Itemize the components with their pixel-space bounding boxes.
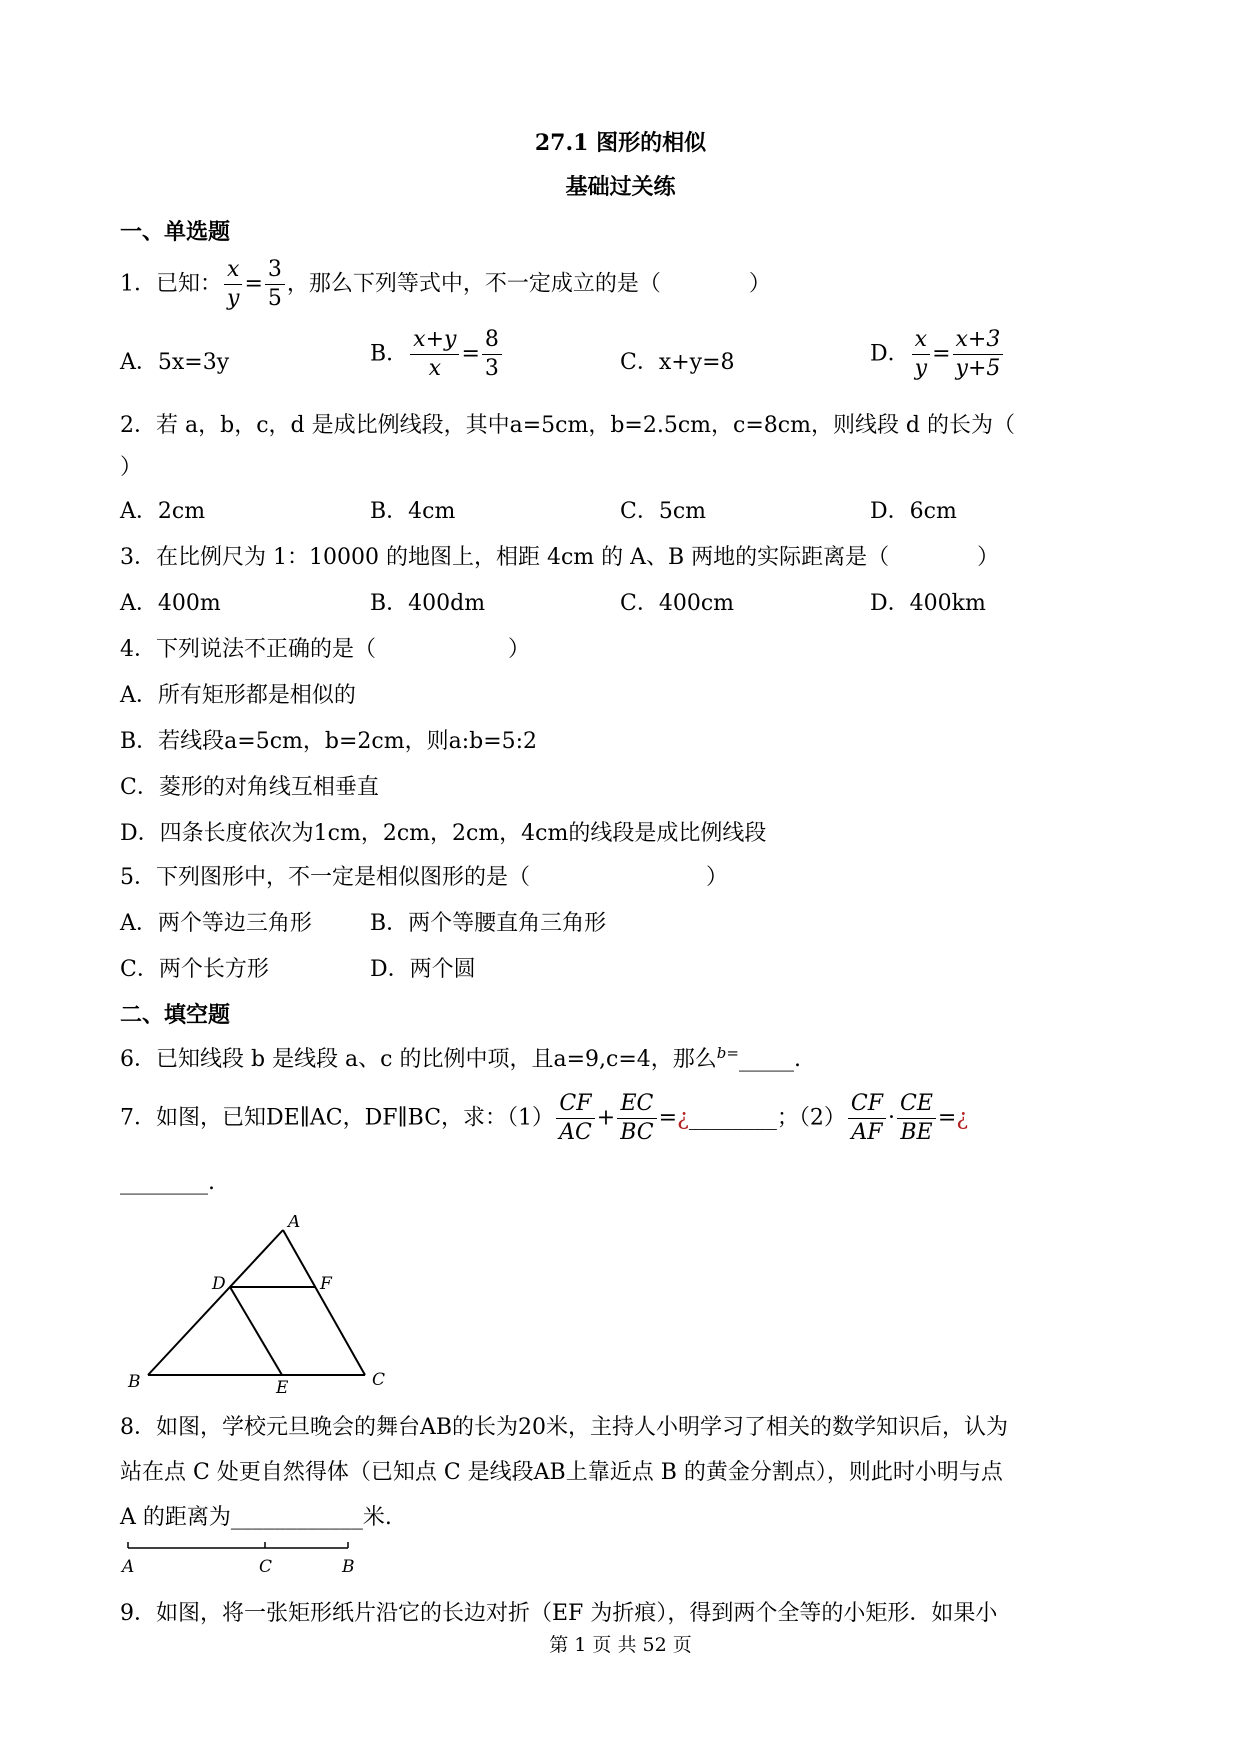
fraction [482,326,502,383]
q2-option-a: A．2cm [120,499,206,524]
question-3: 3．在比例尺为 1：10000 的地图上，相距 4cm 的 A、B 两地的实际距离是（ ） [120,545,1000,570]
question-7 [120,1090,968,1147]
fraction [953,326,1004,383]
fraction [410,326,459,383]
segment-ba [148,1230,283,1375]
question-4: 4．下列说法不正确的是（ ） [120,637,530,662]
frac-denominator: 5 [267,286,282,311]
frac-denominator: AF [851,1120,883,1145]
page-footer: 第 1 页 共 52 页 [549,1634,692,1656]
equals-sign: = [932,341,951,367]
frac-numerator: CF [556,1090,595,1119]
frac-numerator: 3 [265,256,285,285]
q3-option-a: A．400m [120,591,221,616]
plus-sign: + [596,1105,616,1131]
question-8-line-3: A 的距离为____________米. [120,1505,392,1530]
frac-numerator: CF [848,1090,886,1119]
question-8-line-1: 8．如图，学校元旦晚会的舞台AB的长为20米，主持人小明学习了相关的数学知识后，认为 [120,1415,1009,1440]
question-6-text: 6．已知线段 b 是线段 a、c 的比例中项，且a=9,c=4，那么 [120,1047,717,1072]
frac-denominator: 3 [484,356,499,381]
q1-option-b [370,326,504,383]
fraction-x-over-y [224,256,242,313]
frac-numerator: x [912,326,930,355]
q3-option-d: D．400km [870,591,986,616]
question-8-line-2: 站在点 C 处更自然得体（已知点 C 是线段AB上靠近点 B 的黄金分割点），则此时小明与点 [120,1460,1003,1485]
point-label-a: A [288,1215,301,1232]
answer-blank: _____. [738,1047,801,1072]
point-label-e: E [276,1378,289,1395]
inverted-question-mark: ¿ [677,1105,689,1131]
multiply-dot: · [888,1105,896,1131]
segment-ab-figure [120,1538,380,1586]
fraction-3-over-5 [265,256,285,313]
answer-blank: ________； [688,1105,799,1131]
question-6 [120,1042,801,1073]
point-label-b: B [128,1372,141,1392]
equals-sign: = [937,1105,957,1131]
segment-ac [283,1230,365,1375]
fraction-ec-bc [617,1090,656,1147]
question-5: 5．下列图形中，不一定是相似图形的是（ ） [120,865,728,890]
fraction-cf-ac [556,1090,595,1147]
q3-option-c: C．400cm [620,591,735,616]
frac-numerator: x+3 [953,326,1004,355]
point-label-f: F [320,1274,332,1294]
point-label-a: A [122,1557,135,1577]
triangle-figure [120,1215,400,1395]
question-7-line-2: ________. [120,1170,215,1195]
question-2-line-2: ） [120,455,143,480]
equals-sign: = [461,341,480,367]
point-label-c: C [372,1370,386,1390]
frac-numerator: x [224,256,242,285]
frac-denominator: BE [900,1120,933,1145]
fraction [912,326,930,383]
frac-denominator: BC [620,1120,654,1145]
option-label: D． [870,341,910,367]
question-1-suffix: ，那么下列等式中，不一定成立的是（ ） [286,271,771,297]
segment-de [230,1287,282,1375]
section-heading-fill-blank: 二、填空题 [120,1002,231,1028]
frac-denominator: AC [559,1120,592,1145]
q2-option-b: B．4cm [370,499,456,524]
q5-option-c: C．两个长方形 [120,957,269,982]
q2-option-d: D．6cm [870,499,957,524]
option-label: B． [370,341,409,367]
q1-option-a: A．5x=3y [120,350,230,375]
frac-denominator: x [428,356,442,381]
frac-numerator: 8 [482,326,502,355]
point-label-b: B [342,1557,355,1577]
question-6-superscript: b= [716,1044,739,1062]
equals-sign: = [658,1105,678,1131]
q3-option-b: B．400dm [370,591,486,616]
page-title: 27.1 图形的相似 [534,130,707,156]
frac-numerator: x+y [410,326,459,355]
q1-option-c: C．x+y=8 [620,350,735,375]
fraction-cf-af [848,1090,886,1147]
frac-denominator: y [227,286,240,311]
q4-option-d: D．四条长度依次为1cm，2cm，2cm，4cm的线段是成比例线段 [120,821,767,846]
question-1 [120,256,771,313]
q4-option-c: C．菱形的对角线互相垂直 [120,775,379,800]
q5-option-b: B．两个等腰直角三角形 [370,911,607,936]
frac-numerator: CE [897,1090,936,1119]
q5-option-d: D．两个圆 [370,957,476,982]
q5-option-a: A．两个等边三角形 [120,911,312,936]
q4-option-b: B．若线段a=5cm，b=2cm，则a:b=5:2 [120,729,538,754]
point-label-d: D [212,1274,226,1294]
fraction-ce-be [897,1090,936,1147]
question-7-prefix: 7．如图，已知DE∥AC，DF∥BC，求：（1） [120,1105,555,1131]
page-subtitle: 基础过关练 [565,174,676,200]
frac-numerator: EC [617,1090,656,1119]
point-label-c: C [259,1557,273,1577]
question-7-part-2-label: （2） [798,1105,846,1131]
q2-option-c: C．5cm [620,499,707,524]
equals-sign: = [244,271,263,297]
frac-denominator: y [914,356,928,381]
q4-option-a: A．所有矩形都是相似的 [120,683,356,708]
inverted-question-mark: ¿ [956,1105,969,1131]
frac-denominator: y+5 [955,356,1001,381]
question-2-line-1: 2．若 a，b，c，d 是成比例线段，其中a=5cm，b=2.5cm，c=8cm，则线段 d 的长为（ [120,413,1016,438]
section-heading-single-choice: 一、单选题 [120,219,231,245]
question-1-prefix: 1．已知： [120,271,222,297]
question-9-line-1: 9．如图，将一张矩形纸片沿它的长边对折（EF 为折痕），得到两个全等的小矩形．如果小 [120,1601,998,1626]
q1-option-d [870,326,1005,383]
